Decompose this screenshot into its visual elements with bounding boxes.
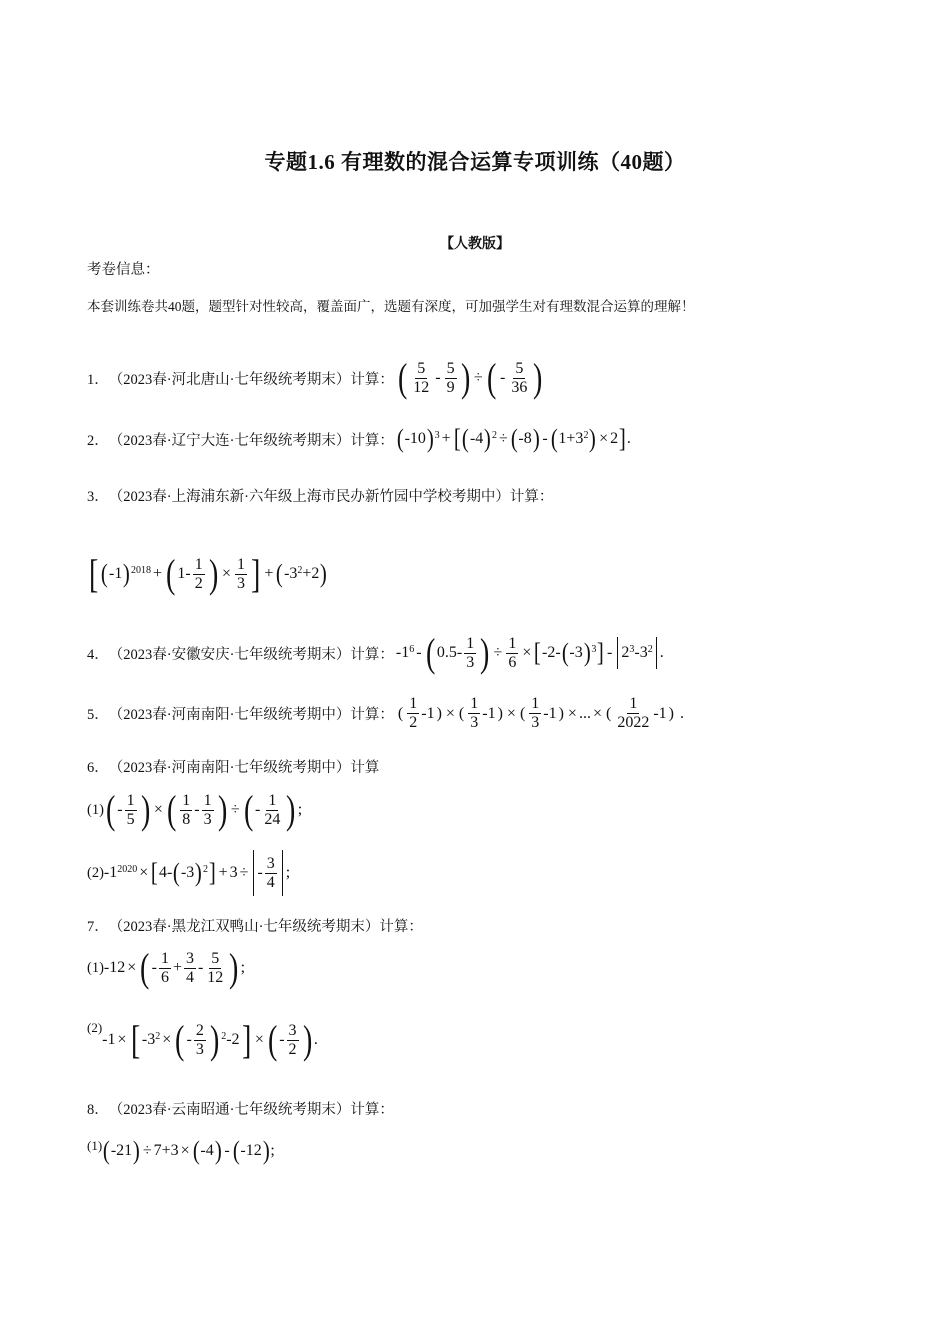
part-label: (1) [87, 1138, 103, 1153]
exam-info-label: 考卷信息： [87, 262, 160, 278]
question-6 [87, 756, 381, 777]
question-number: 4． [87, 646, 109, 663]
question-7-part-2 [87, 1017, 318, 1062]
question-source: （2023春·辽宁大连·七年级统考期末）计算： [108, 432, 394, 449]
part-label: (1) [87, 959, 104, 976]
formula: ( -10 ) 3 + [ ( -4 ) 2 ÷ ( -8 ) - ( 1+3 2 ) × 2 ] . [396, 424, 631, 453]
formula: -1 2020 × [ 4- ( -3 ) 2 ] + 3 ÷ - $\frac{3}{4}$ ; [104, 850, 290, 896]
question-8-part-1 [87, 1138, 275, 1164]
formula: [ ( -1 ) 2018 + ( 1- $\frac{1}{2}$ ) × $\frac{1}{3}$ ] + ( -3 2 +2 ) [88, 551, 328, 596]
question-number: 7． [87, 919, 109, 935]
question-number: 3． [87, 489, 109, 505]
exam-info-text: 本套训练卷共40题，题型针对性较高，覆盖面广，选题有深度，可加强学生对有理数混合运算的理解！ [87, 299, 695, 314]
question-3-formula [87, 551, 328, 596]
question-number: 8． [87, 1102, 109, 1118]
question-6-part-2 [87, 850, 290, 896]
formula: ( $\frac{5}{12}$ - $\frac{5}{9}$ ) ÷ ( - $\frac{5}{36}$ ) [397, 355, 543, 400]
question-source: （2023春·河北唐山·七年级统考期末）计算： [108, 371, 394, 388]
part-label: (1) [87, 801, 104, 818]
question-5 [87, 695, 684, 732]
question-source: （2023春·河南南阳·七年级统考期中）计算 [108, 760, 380, 776]
question-source: （2023春·黑龙江双鸭山·七年级统考期末）计算： [108, 919, 423, 935]
question-source: （2023春·安徽安庆·七年级统考期末）计算： [108, 646, 394, 663]
formula: ( $\frac{1}{2}$ -1 ) × ( $\frac{1}{3}$ -1 ) × ( $\frac{1}{3}$ -1 ) × ... × ( $\frac{1}{2022}$ -1 ) . [397, 695, 684, 731]
question-source: （2023春·河南南阳·七年级统考期中）计算： [108, 707, 394, 723]
question-number: 5． [87, 707, 109, 723]
question-number: 6． [87, 760, 109, 776]
formula: -1 6 - ( 0.5- $\frac{1}{3}$ ) ÷ $\frac{1}{6}$ × [ -2- ( -3 ) 3 ] - 2 3 -3 2 . [395, 630, 664, 675]
question-number: 2． [87, 432, 109, 449]
question-6-part-1 [87, 787, 303, 832]
question-4 [87, 630, 664, 675]
formula: ( -21 ) ÷ 7+3 × ( -4 ) - ( -12 ) ; [103, 1136, 275, 1165]
question-source: （2023春·上海浦东新·六年级上海市民办新竹园中学校考期中）计算： [108, 489, 554, 505]
question-1 [87, 355, 545, 400]
edition-label: 【人教版】 [440, 237, 510, 252]
question-7 [87, 915, 425, 936]
question-3 [87, 485, 555, 506]
formula: -1 × [ -3 2 × ( - $\frac{2}{3}$ ) 2 -2 ] × ( - $\frac{3}{2}$ ) . [102, 1017, 318, 1062]
question-8 [87, 1098, 396, 1119]
page-title: 专题1.6 有理数的混合运算专项训练（40题） [264, 150, 686, 174]
question-number: 1． [87, 371, 109, 388]
part-label: (2) [87, 1020, 103, 1035]
question-7-part-1 [87, 945, 246, 990]
part-label: (2) [87, 864, 104, 881]
question-2 [87, 426, 631, 452]
formula: -12 × ( - $\frac{1}{6}$ + $\frac{3}{4}$ - $\frac{5}{12}$ ) ; [103, 945, 246, 990]
formula: ( - $\frac{1}{5}$ ) × ( $\frac{1}{8}$ - $\frac{1}{3}$ ) ÷ ( - $\frac{1}{24}$ ) ; [105, 787, 303, 832]
question-source: （2023春·云南昭通·七年级统考期末）计算： [108, 1102, 394, 1118]
